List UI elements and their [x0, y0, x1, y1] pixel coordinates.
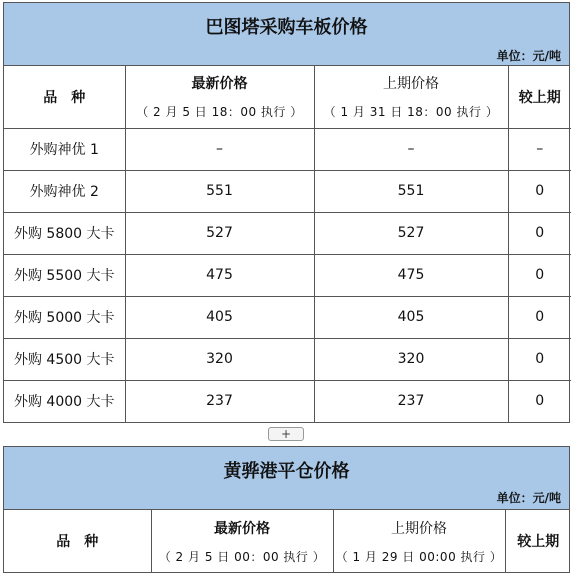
latest-price-cell: –	[125, 128, 314, 170]
column-header-variety: 品 种	[4, 66, 125, 128]
column-header-variety: 品 种	[4, 510, 151, 572]
latest-effective-time: （ 2 月 5 日 00：00 执行 ）	[158, 549, 326, 564]
previous-price-cell: 405	[314, 296, 508, 338]
table-header-bar	[4, 447, 569, 510]
column-header-latest	[125, 66, 314, 128]
previous-price-cell: 320	[314, 338, 508, 380]
change-cell: 0	[508, 254, 571, 296]
table-row	[4, 296, 571, 338]
column-header-change: 较上期	[508, 66, 571, 128]
column-header-row	[4, 66, 571, 128]
latest-effective-time: （ 2 月 5 日 18：00 执行 ）	[136, 105, 303, 120]
table-row	[4, 170, 571, 212]
table-row	[4, 254, 571, 296]
change-cell: 0	[508, 338, 571, 380]
table-header-bar	[4, 3, 569, 66]
variety-cell: 外购神优 2	[4, 170, 125, 212]
price-table-huanghua	[3, 446, 570, 573]
column-header-row	[4, 510, 571, 572]
variety-cell: 外购 5000 大卡	[4, 296, 125, 338]
table-title: 黄骅港平仓价格	[223, 461, 350, 482]
price-table-baotuta	[3, 2, 570, 423]
variety-cell: 外购 4000 大卡	[4, 380, 125, 422]
latest-price-cell: 551	[125, 170, 314, 212]
previous-price-cell: 551	[314, 170, 508, 212]
variety-cell: 外购 5500 大卡	[4, 254, 125, 296]
table-title: 巴图塔采购车板价格	[205, 17, 368, 38]
previous-price-cell: 527	[314, 212, 508, 254]
change-cell: 0	[508, 212, 571, 254]
latest-price-cell: 475	[125, 254, 314, 296]
change-cell: 0	[508, 296, 571, 338]
table-row	[4, 128, 571, 170]
latest-price-cell: 320	[125, 338, 314, 380]
latest-price-cell: 405	[125, 296, 314, 338]
change-cell: 0	[508, 170, 571, 212]
unit-label: 单位：元/吨	[496, 491, 561, 505]
table-row	[4, 380, 571, 422]
previous-price-label: 上期价格	[383, 76, 439, 93]
change-cell: 0	[508, 380, 571, 422]
price-table	[4, 66, 571, 422]
variety-cell: 外购神优 1	[4, 128, 125, 170]
previous-price-cell: 237	[314, 380, 508, 422]
previous-price-cell: –	[314, 128, 508, 170]
latest-price-label: 最新价格	[214, 520, 270, 537]
previous-price-label: 上期价格	[391, 520, 447, 537]
insert-row-button[interactable]: +	[268, 427, 304, 441]
latest-price-label: 最新价格	[191, 76, 248, 93]
variety-cell: 外购 5800 大卡	[4, 212, 125, 254]
previous-price-cell: 475	[314, 254, 508, 296]
column-header-latest	[151, 510, 333, 572]
previous-effective-time: （ 1 月 29 日 00:00 执行 ）	[335, 549, 503, 564]
latest-price-cell: 237	[125, 380, 314, 422]
previous-effective-time: （ 1 月 31 日 18：00 执行 ）	[323, 105, 499, 120]
price-table	[4, 510, 571, 572]
unit-label: 单位：元/吨	[496, 49, 561, 63]
column-header-change: 较上期	[505, 510, 571, 572]
latest-price-cell: 527	[125, 212, 314, 254]
table-row	[4, 338, 571, 380]
table-row	[4, 212, 571, 254]
column-header-previous	[314, 66, 508, 128]
variety-cell: 外购 4500 大卡	[4, 338, 125, 380]
change-cell: –	[508, 128, 571, 170]
column-header-previous	[333, 510, 505, 572]
